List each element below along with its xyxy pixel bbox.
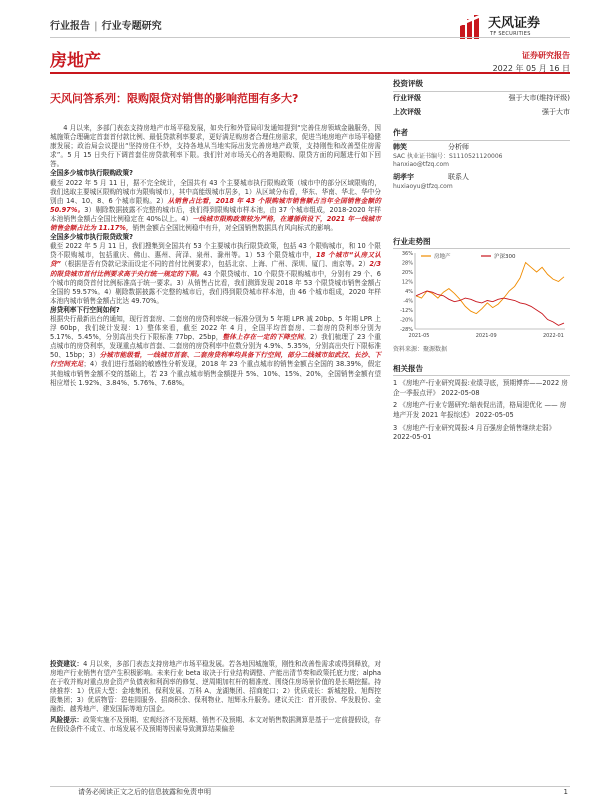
answer-1-emphasis-1: 从销售占比看，2018 年 43 个限购城市销售额占当年全国销售金额的 50.97%。	[50, 196, 381, 214]
prev-rating-row	[393, 106, 570, 120]
y-tick-label: -28%	[400, 327, 413, 333]
industry-rating-value: 强于大市(维持评级)	[508, 94, 570, 103]
answer-3-emphasis-2: 分城市能级看，一线城市首套、二套房贷利率均具备下行空间，部分二线城市如武汉、长沙、下行空间充足	[50, 351, 381, 369]
author-1-sac-no: S1110521120006	[449, 152, 503, 160]
authors-section-label: 作者	[393, 127, 408, 137]
footer-divider	[50, 786, 570, 787]
author-2-email[interactable]: huxiaoyu@tfzq.com	[393, 182, 453, 190]
page-number: 1	[563, 788, 568, 796]
answer-1-text-a: 截至 2022 年 5 月 11 日，据不完全统计，全国共有 43 个主要城市执行限购政策（城市中的部分区域限购的，我们选取主要城区限购的城市为限购城市），其中高能级城市居多，1）从区域分布看，华东、华南、华北、华中分别由 14、10、8、6 个城市限购。2）	[50, 178, 381, 205]
y-tick-label: 4%	[405, 289, 413, 295]
bottom-section	[50, 660, 381, 735]
sidebar	[393, 77, 570, 191]
x-tick-label: 2022-01	[542, 333, 564, 339]
y-tick-label: 28%	[401, 260, 413, 267]
sidebar-divider	[393, 375, 570, 376]
author-1	[393, 143, 570, 169]
x-tick-label: 2021-09	[475, 333, 497, 339]
answer-1-text-c: 销售金额占全国比例稳中有升，对全国销售数据具有风向标式的影响。	[132, 224, 337, 233]
question-1: 全国多少城市执行限购政策?	[50, 169, 133, 178]
category-label: 行业报告	[50, 21, 90, 32]
author-1-role: 分析师	[448, 143, 469, 151]
main-body	[50, 124, 381, 388]
logo-text-en: TF SECURITIES	[490, 31, 531, 37]
answer-2-text-a: 截至 2022 年 5 月 11 日，我们搜集到全国共有 53 个主要城市执行限贷政策，包括 43 个限购城市，和 10 个限贷不限购城市，包括重庆、佛山、惠州、菏泽、泉州、滁州等。1）53 个限贷城市中，	[50, 242, 381, 260]
legend-label-1: 沪深300	[494, 254, 516, 260]
sidebar-divider	[393, 140, 570, 141]
rating-section-label: 投资评级	[393, 79, 423, 88]
report-category	[50, 20, 162, 34]
risk-text: 政策实施不及预期、宏观经济不及预期、销售不及预期、本文对销售数据测算是基于一定前提假设，存在假设条件不成立、市场发展不及预期等因素导致测算结果偏差	[50, 715, 382, 733]
trend-section-label: 行业走势图	[393, 237, 431, 246]
author-2	[393, 173, 570, 191]
answer-2-text-b: （根据是否有贷款记录而设定不同的首付比例要求），包括北京、上海、广州、深圳、厦门、南京等。2）	[60, 260, 370, 269]
question-3: 房贷利率下行空间如何?	[50, 305, 120, 314]
footer-disclaimer: 请务必阅读正文之后的信息披露和免责申明	[78, 788, 211, 796]
sector-title: 房地产	[50, 51, 101, 71]
author-2-name: 胡孝宇	[393, 173, 414, 182]
answer-1	[50, 179, 381, 234]
investment-advice	[50, 660, 381, 715]
related-section-label: 相关报告	[393, 364, 423, 373]
chart-source: 资料来源：聚源数据	[393, 346, 448, 353]
answer-2-emphasis-1: 18 个城市“认房又认贷”	[50, 251, 381, 269]
answer-1-text-b: 3）剔除数据披露不完整的城市后，我们得到限购城市样本池，由 37 个城市组成，2018-2020 年样本池销售金额占全国比例稳定在 40%以上。4）	[50, 205, 382, 223]
advice-text: 4 月以来，多部门表态支持房地产市场平稳发展。若各地因城施策，刚性和改善性需求或得到释放，对房地产行业销售有望产生积极影响。未来行业 beta 取决于行业结构调整、产能出清节奏和政策托底力度；alpha 在于收并购对重点房企资产负债表和利润率的修复、逆周期加杠杆的精准度、围绕住房场景价值的是长期挖掘。持续推荐：1）优质大型：金地集团、保利发展、万科 A、龙湖集团、招商蛇口；2）优质成长：新城控股、旭辉控股集团；3）优质物管：碧桂园服务、招商积余、保利物业、旭辉永升服务。建议关注：首开股份、华发股份、金融街、越秀地产、建发国际等地方国企。	[50, 660, 381, 714]
logo-text-cn: 天风证券	[488, 16, 541, 31]
report-date: 2022 年 05 月 16 日	[492, 64, 570, 73]
answer-3-text-a: 根据央行最新出台的通知，现行首套房、二套房的房贷利率统一标准分别为 5 年期 LPR 减 20bp、5 年期 LPR 上浮 60bp，我们统计发现：1）整体来看，截至 2022 年 4 月，全国平均首套房、二套房的贷利率分别为 5.17%、5.45%，分别高出央行下限标准 77bp、25bp，	[50, 314, 381, 342]
x-tick-label: 2021-05	[408, 333, 430, 339]
legend-label-0: 房地产	[434, 254, 451, 260]
question-2: 全国多少城市执行限贷政策?	[50, 233, 133, 242]
prev-rating-value: 强于大市	[542, 108, 570, 116]
industry-rating-row	[393, 92, 570, 106]
header-divider	[50, 37, 570, 38]
answer-2-text-c: 43 个限贷城市、10 个限贷不限购城市中，分别有 29 个、6 个城市的商贷首付比例标准高于统一要求。3）从销售占比看，我们测算发现 2018 年 53 个限贷城市销售金额占全国的 59.57%。4）剔除数据披露不完整的城市后，我们得到限贷城市样本池，由 46 个城市组成，2020 年样本池内城市销售金额占比达 49.70%。	[50, 269, 382, 305]
answer-3-emphasis-1: 整体上存在一定的下降空间	[222, 333, 304, 342]
prev-rating-label: 上次评级	[393, 108, 421, 116]
y-tick-label: -20%	[400, 317, 413, 324]
advice-label: 投资建议：	[50, 660, 84, 668]
report-title: 天风问答系列：限购限贷对销售的影响范围有多大?	[50, 92, 299, 105]
answer-2	[50, 242, 381, 306]
y-tick-label: -4%	[403, 298, 413, 305]
answer-1-emphasis-2: 一线城市限购政策较为严格，在遵循供设下，2021 年一线城市销售金额占比为 11.17%，	[50, 214, 381, 233]
y-tick-label: 36%	[401, 251, 413, 257]
series-line-1	[416, 291, 564, 325]
industry-rating-label: 行业评级	[393, 94, 421, 103]
intro-paragraph: 4 月以来，多部门表态支持房地产市场平稳发展，如央行和外管局印发通知提到“完善住房领域金融服务，因城施策合理确定首套首付款比例、最低贷款利率要求，更好满足购房者合理住房需求，促进当地房地产市场平稳健康发展；政治局会议提出“坚持房住不炒，支持各地从当地实际出发完善房地产政策，支持刚性和改善型住房需求”。5 月 15 日央行下调首套住房贷款利率下限。我们针对市场关心的各地限购、限贷方面的问题进行如下回答。	[50, 124, 381, 169]
industry-trend-chart	[393, 247, 570, 343]
answer-2-emphasis-2: 2/3 的限贷城市首付比例要求高于央行统一规定的下限。	[50, 260, 381, 278]
risk-warning	[50, 716, 381, 734]
risk-label: 风险提示：	[50, 715, 84, 724]
subcategory-label: 行业专题研究	[101, 21, 162, 32]
author-2-role: 联系人	[448, 173, 469, 182]
series-line-0	[416, 263, 564, 314]
author-1-name: 韩笑	[393, 143, 407, 151]
author-1-email[interactable]: hanxiao@tfzq.com	[393, 160, 449, 168]
answer-3	[50, 315, 381, 388]
report-type: 证券研究报告	[522, 51, 570, 60]
related-reports	[393, 364, 570, 446]
answer-3-text-c: ；4）我们进行基础的敏感性分析发现，2018 年 23 个重点城市的销售金额占全国的 38.39%，假定其他城市销售金额不变的基础上，若 23 个重点城市销售金额提升 5%、10%、15%、20%，全国销售金额有望相应增长 1.92%、3.84%、5.76%、7.68%。	[50, 360, 382, 387]
y-tick-label: 12%	[401, 279, 413, 286]
category-separator: |	[94, 21, 98, 32]
related-report-2[interactable]: 2 《房地产-行业专题研究:缩表促出清，格局迎优化 —— 房地产开发 2021 年报综述》 2022-05-05	[393, 401, 567, 419]
y-tick-label: 20%	[401, 270, 413, 276]
y-tick-label: -12%	[400, 308, 413, 314]
answer-3-text-b: 。2）我们梳理了 23 个重点城市的房贷利率，发现重点城市首套、二套房的房贷利率中位数分别为 4.9%、5.35%，分别高出央行下限标准 50、15bp；3）	[50, 333, 382, 360]
logo-mark-icon	[460, 15, 484, 39]
related-report-1[interactable]: 1 《房地产-行业研究周报:业绩寻底，预期博弈——2022 房企一季报点评》 2022-05-08	[393, 379, 568, 397]
related-report-3[interactable]: 3 《房地产-行业研究周报:4 月百强房企销售继续走弱》 2022-05-01	[393, 423, 556, 442]
author-1-sac-label: SAC 执业证书编号：	[393, 152, 450, 160]
